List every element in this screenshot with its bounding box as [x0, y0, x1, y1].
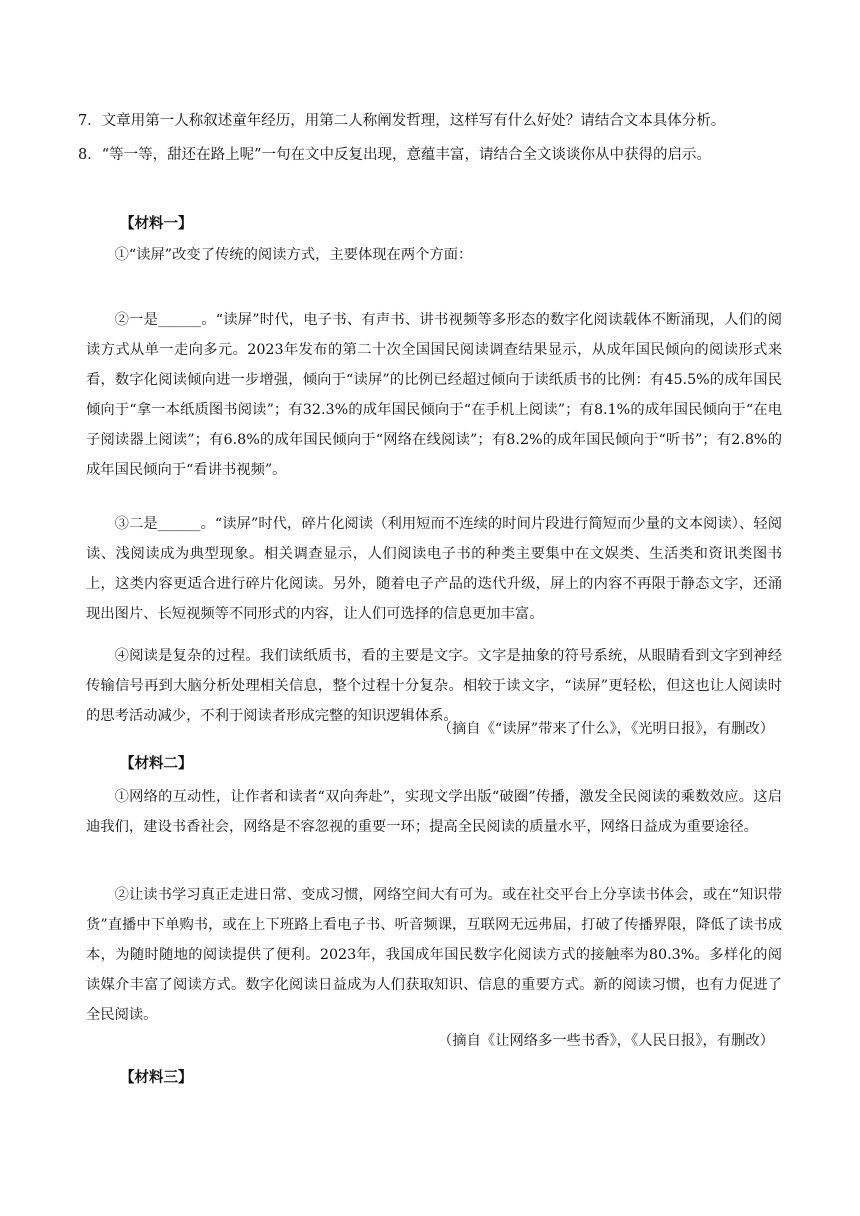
material-1-paragraph-4: ④阅读是复杂的过程。我们读纸质书，看的主要是文字。文字是抽象的符号系统，从眼睛看到文字到神经传输信号再到大脑分析处理相关信息，整个过程十分复杂。相较于读文字，“读屏”更轻松，但这也让人阅读时的思考活动减少，不利于阅读者形成完整的知识逻辑体系。 [86, 648, 782, 724]
material-2-paragraph-2: ②让读书学习真正走进日常、变成习惯，网络空间大有可为。或在社交平台上分享读书体会，或在“知识带货”直播中下单购书，或在上下班路上看电子书、听音频课，互联网无远弗届，打破了传播界限，降低了读书成本，为随时随地的阅读提供了便利。2023年，我国成年国民数字化阅读方式的接触率为80.3%。多样化的阅读媒介丰富了阅读方式。数字化阅读日益成为人们获取知识、信息的重要方式。新的阅读习惯，也有力促进了全民阅读。 [86, 887, 782, 1023]
question-8: 8．“等一等，甜还在路上呢”一句在文中反复出现，意蕴丰富，请结合全文谈谈你从中获得的启示。 [78, 147, 712, 163]
material-1-source: （摘自《“读屏”带来了什么》，《光明日报》，有删改） [437, 721, 774, 737]
material-2-source: （摘自《让网络多一些书香》，《人民日报》，有删改） [438, 1033, 774, 1049]
question-7: 7．文章用第一人称叙述童年经历，用第二人称阐发哲理，这样写有什么好处？请结合文本具体分析。 [78, 113, 726, 129]
material-2-paragraph-1: ①网络的互动性，让作者和读者“双向奔赴”，实现文学出版“破圈”传播，激发全民阅读的乘数效应。这启迪我们，建设书香社会，网络是不容忽视的重要一环；提高全民阅读的质量水平，网络日益成为重要途径。 [86, 789, 782, 835]
material-1-heading: 【材料一】 [120, 215, 193, 232]
material-3-heading: 【材料三】 [120, 1069, 193, 1086]
material-1-paragraph-3: ③二是______。“读屏”时代，碎片化阅读（利用短而不连续的时间片段进行简短而少量的文本阅读）、轻阅读、浅阅读成为典型现象。相关调查显示，人们阅读电子书的种类主要集中在文娱类、生活类和资讯类图书上，这类内容更适合进行碎片化阅读。另外，随着电子产品的迭代升级，屏上的内容不再限于静态文字，还涌现出图片、长短视频等不同形式的内容，让人们可选择的信息更加丰富。 [86, 516, 782, 622]
material-1-paragraph-1: ①“读屏”改变了传统的阅读方式，主要体现在两个方面： [114, 247, 473, 263]
material-1-paragraph-2: ②一是______。“读屏”时代，电子书、有声书、讲书视频等多形态的数字化阅读载体不断涌现，人们的阅读方式从单一走向多元。2023年发布的第二十次全国国民阅读调查结果显示，从成年国民倾向的阅读形式来看，数字化阅读倾向进一步增强，倾向于“读屏”的比例已经超过倾向于读纸质书的比例：有45.5%的成年国民倾向于“拿一本纸质图书阅读”；有32.3%的成年国民倾向于“在手机上阅读”；有8.1%的成年国民倾向于“在电子阅读器上阅读”；有6.8%的成年国民倾向于“网络在线阅读”；有8.2%的成年国民倾向于“听书”；有2.8%的成年国民倾向于“看讲书视频”。 [86, 312, 782, 478]
material-2-heading: 【材料二】 [120, 755, 193, 772]
